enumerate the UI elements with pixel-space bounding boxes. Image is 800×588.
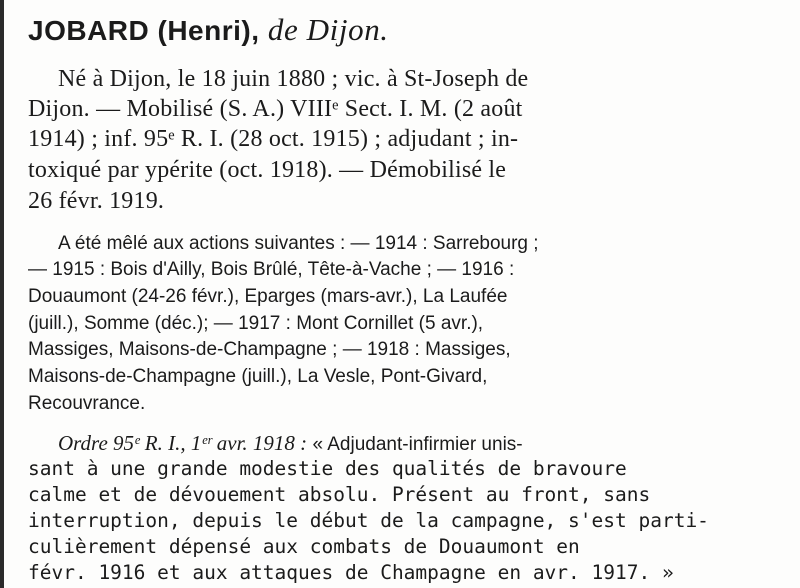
entry-place: de Dijon.	[259, 12, 389, 47]
actions-line: (juill.), Somme (déc.); — 1917 : Mont Cornillet (5 avr.),	[28, 313, 484, 334]
bio-line: toxiqué par ypérite (oct. 1918). — Démobilisé le	[28, 157, 507, 183]
entry-name: JOBARD (Henri),	[28, 15, 260, 46]
actions-line: Massiges, Maisons-de-Champagne ; — 1918 : Massiges,	[28, 339, 511, 360]
margin-rule	[0, 0, 4, 588]
citation-line: févr. 1916 et aux attaques de Champagne en avr. 1917. »	[28, 561, 674, 584]
actions-line: A été mêlé aux actions suivantes : — 1914 : Sarrebourg ;	[58, 233, 539, 254]
bio-line: Né à Dijon, le 18 juin 1880 ; vic. à St-Joseph de	[58, 66, 529, 92]
citation-line: calme et de dévouement absolu. Présent au front, sans	[28, 483, 651, 506]
bio-line: 1914) ; inf. 95ᵉ R. I. (28 oct. 1915) ; adjudant ; in-	[28, 126, 519, 152]
entry-heading	[28, 12, 389, 49]
bio-line: 26 févr. 1919.	[28, 188, 165, 214]
citation-first-line	[58, 430, 523, 458]
citation-line: interruption, depuis le début de la campagne, s'est parti-	[28, 509, 709, 532]
citation-line: culièrement dépensé aux combats de Douaumont en	[28, 535, 580, 558]
actions-line: Maisons-de-Champagne (juill.), La Vesle, Pont-Givard,	[28, 366, 488, 387]
actions-line: — 1915 : Bois d'Ailly, Bois Brûlé, Tête-à-Vache ; — 1916 :	[28, 259, 515, 280]
citation-line: sant à une grande modestie des qualités de bravoure	[28, 457, 627, 480]
actions-line: Douaumont (24-26 févr.), Eparges (mars-avr.), La Laufée	[28, 286, 508, 307]
citation-order-label: Ordre 95ᵉ R. I., 1ᵉʳ avr. 1918 :	[58, 431, 308, 455]
actions-line: Recouvrance.	[28, 393, 146, 414]
bio-line: Dijon. — Mobilisé (S. A.) VIIIᵉ Sect. I. M. (2 août	[28, 96, 523, 122]
citation-first-line-rest: « Adjudant-infirmier unis-	[307, 434, 523, 455]
